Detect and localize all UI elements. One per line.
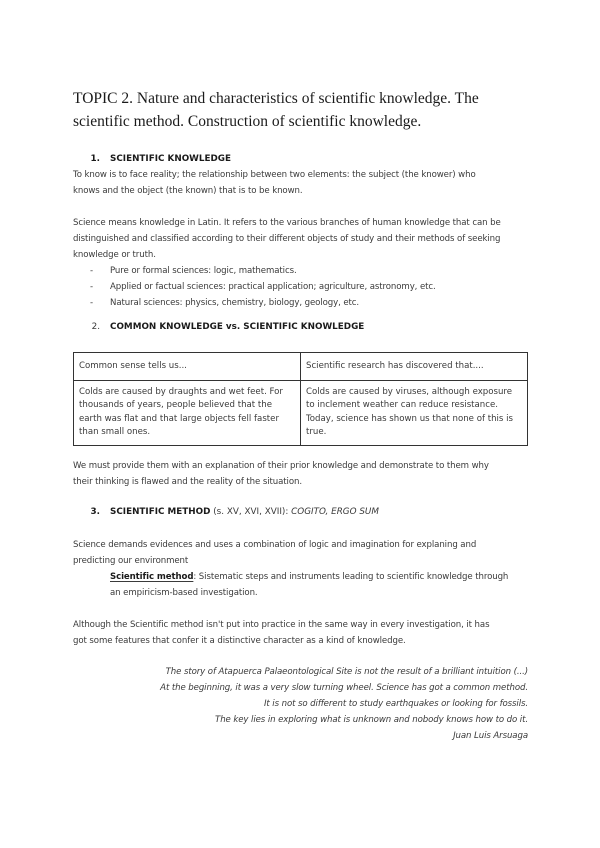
text-line: distinguished and classified according to their different objects of study and their methods of seeking [73,234,501,244]
list-item-text: Natural sciences: physics, chemistry, biology, geology, etc. [110,298,360,308]
paragraph [73,537,533,569]
paragraph [73,458,533,490]
table-header-cell: Scientific research has discovered that.... [301,353,528,381]
text-line: their thinking is flawed and the reality of the situation. [73,477,302,487]
title-line: scientific method. Construction of scientific knowledge. [73,113,422,130]
list-item-text: Pure or formal sciences: logic, mathematics. [110,266,297,276]
text-line: Although the Scientific method isn't put into practice in the same way in every investigation, it has [73,620,490,630]
quote-line: At the beginning, it was a very slow turning wheel. Science has got a common method. [160,683,528,693]
definition-text: an empiricism-based investigation. [110,588,258,598]
page-title [73,87,543,133]
text-line: got some features that confer it a distinctive character as a kind of knowledge. [73,636,406,646]
section-heading-1 [73,151,533,167]
table-cell: Colds are caused by draughts and wet feet. For thousands of years, people believed that the earth was flat and that large objects fell faster than small ones. [74,380,301,445]
comparison-table [73,352,528,446]
quote-line: It is not so different to study earthquakes or looking for fossils. [263,699,528,709]
table-header-row [74,353,528,381]
title-line: TOPIC 2. Nature and characteristics of scientific knowledge. The [73,90,479,107]
definition [110,569,540,601]
bullet-marker: - [90,266,94,276]
section-heading-2 [73,319,533,335]
table-row [74,380,528,445]
section-heading-text: SCIENTIFIC METHOD [110,507,211,517]
list-item-text: Applied or factual sciences: practical application; agriculture, astronomy, etc. [110,282,436,292]
bullet-list [73,263,533,311]
text-line: predicting our environment [73,556,189,566]
list-item [73,279,533,295]
heading-motto: COGITO, ERGO SUM [291,507,379,517]
list-item [73,295,533,311]
text-line: Science demands evidences and uses a combination of logic and imagination for explaning and [73,540,477,550]
paragraph [73,617,533,649]
section-number: 2. [91,322,100,332]
table-cell: Colds are caused by viruses, although exposure to inclement weather can reduce resistance. Today, science has shown us that none of this is true. [301,380,528,445]
definition-line [110,569,540,585]
text-line: knowledge or truth. [73,250,156,260]
text-line: Science means knowledge in Latin. It refers to the various branches of human knowledge that can be [73,218,501,228]
heading-suffix: (s. XV, XVI, XVII): [210,507,292,517]
quote-line: The key lies in exploring what is unknown and nobody knows how to do it. [215,715,528,725]
section-number: 3. [90,507,100,517]
bullet-marker: - [90,298,94,308]
paragraph [73,215,533,263]
quote-block [73,664,528,744]
text-line: To know is to face reality; the relationship between two elements: the subject (the knower) who [73,170,476,180]
text-line: We must provide them with an explanation of their prior knowledge and demonstrate to them why [73,461,489,471]
section-heading-3 [73,504,533,520]
definition-text: : Sistematic steps and instruments leading to scientific knowledge through [193,572,509,582]
list-item [73,263,533,279]
definition-term: Scientific method [110,572,194,582]
bullet-marker: - [90,282,94,292]
section-heading-text: SCIENTIFIC KNOWLEDGE [110,154,232,164]
section-number: 1. [90,154,100,164]
quote-author: Juan Luis Arsuaga [453,731,528,741]
text-line: knows and the object (the known) that is to be known. [73,186,303,196]
table-header-cell: Common sense tells us... [74,353,301,381]
section-heading-text: COMMON KNOWLEDGE vs. SCIENTIFIC KNOWLEDGE [110,322,365,332]
paragraph [73,167,533,199]
quote-line: The story of Atapuerca Palaeontological Site is not the result of a brilliant intuition (...) [165,667,528,677]
